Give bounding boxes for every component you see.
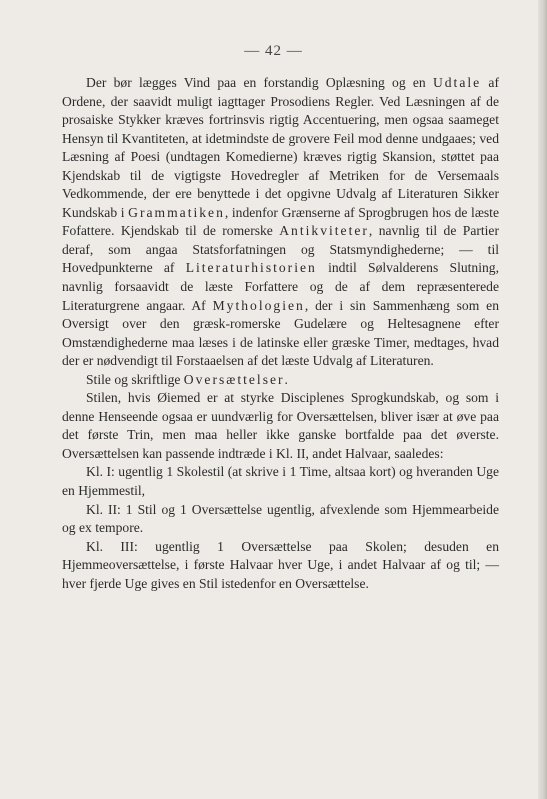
page-edge-shadow <box>538 0 547 799</box>
text-segment: Kl. II: 1 Stil og 1 Oversættelse ugentlig, afvexlende som Hjemmearbeide og ex tempore. <box>62 501 499 536</box>
spaced-term-grammatiken: Grammatiken <box>128 204 225 220</box>
spaced-term-oversaettelser: Oversættelser <box>183 371 285 387</box>
text-segment: Der bør lægges Vind paa en forstandig Oplæsning og en <box>86 75 433 90</box>
spaced-term-antikviteter: Antikviteter <box>279 223 369 239</box>
spaced-term-udtale: Udtale <box>432 75 482 90</box>
class-schedule-kl-2 <box>62 501 499 538</box>
paragraph-reading-grammar <box>62 74 499 371</box>
text-segment: indtil Sølvalderens Slutning, navnlig forsaavidt de læste Forfattere og de af dem repræsenterede Literaturgrene angaar. Af <box>62 260 499 313</box>
text-segment: af Ordene, der saavidt muligt iagttager Prosodiens Regler. Ved Læsningen af de prosaiske Stykker kræves fortrinsvis rigtig Accentuering, men ogsaa saameget Hensyn til Kvantiteten, at idetmindste de grovere Feil mod denne undgaaes; ved Læsning af Poesi (undtagen Komedierne) kræves rigtig Skansion, støttet paa Kjendskab til de vigtigste Hovedregler af Metriken for de Versemaals Vedkommende, der ere benyttede i det opgivne Udvalg af Literaturen Sikker Kundskab i <box>62 75 499 220</box>
text-segment: , navnlig til de Partier deraf, som angaa Statsforfatningen og Statsmyndighederne; — til Hovedpunkterne af <box>62 223 499 276</box>
page-text <box>62 74 499 593</box>
text-segment: Kl. III: ugentlig 1 Oversættelse paa Skolen; desuden en Hjemmeoversættelse, i første Halvaar hver Uge, i andet Halvaar af og til; — hver fjerde Uge gives en Stil istedenfor en Oversættelse. <box>62 538 499 591</box>
spaced-term-mythologien: Mythologien <box>212 297 305 313</box>
text-segment: , indenfor Grænserne af Sprogbrugen hos de læste Fofattere. Kjendskab til de romerske <box>62 204 499 239</box>
section-heading-stile <box>62 371 499 390</box>
spaced-term-literaturhistorien: Literaturhistorien <box>185 260 317 276</box>
paragraph-stilen <box>62 389 499 463</box>
class-schedule-kl-3 <box>62 538 499 594</box>
text-segment: . <box>284 371 288 387</box>
page-number: — 42 — <box>244 43 303 59</box>
text-segment: Stile og skriftlige <box>86 371 184 387</box>
class-schedule-kl-1 <box>62 463 499 500</box>
text-segment: Stilen, hvis Øiemed er at styrke Disciplenes Sprogkundskab, og som i denne Henseende ogsaa er uundværlig for Oversættelsen, bliver især at øve paa det første Trin, men maa heller ikke ganske bortfalde paa det øverste. Oversættelsen kan passende indtræde i Kl. II, andet Halvaar, saaledes: <box>62 390 499 461</box>
text-segment: Kl. I: ugentlig 1 Skolestil (at skrive i 1 Time, altsaa kort) og hveranden Uge en Hjemmestil, <box>62 464 499 499</box>
text-segment: , der i sin Sammenhæng som en Oversigt over den græsk-romerske Gudelære og Heltesagnene efter Omstændighederne maa læses i de latinske eller græske Timer, medtages, hvad der er nødvendigt til Forstaaelsen af det læste Udvalg af Literaturen. <box>62 297 499 369</box>
